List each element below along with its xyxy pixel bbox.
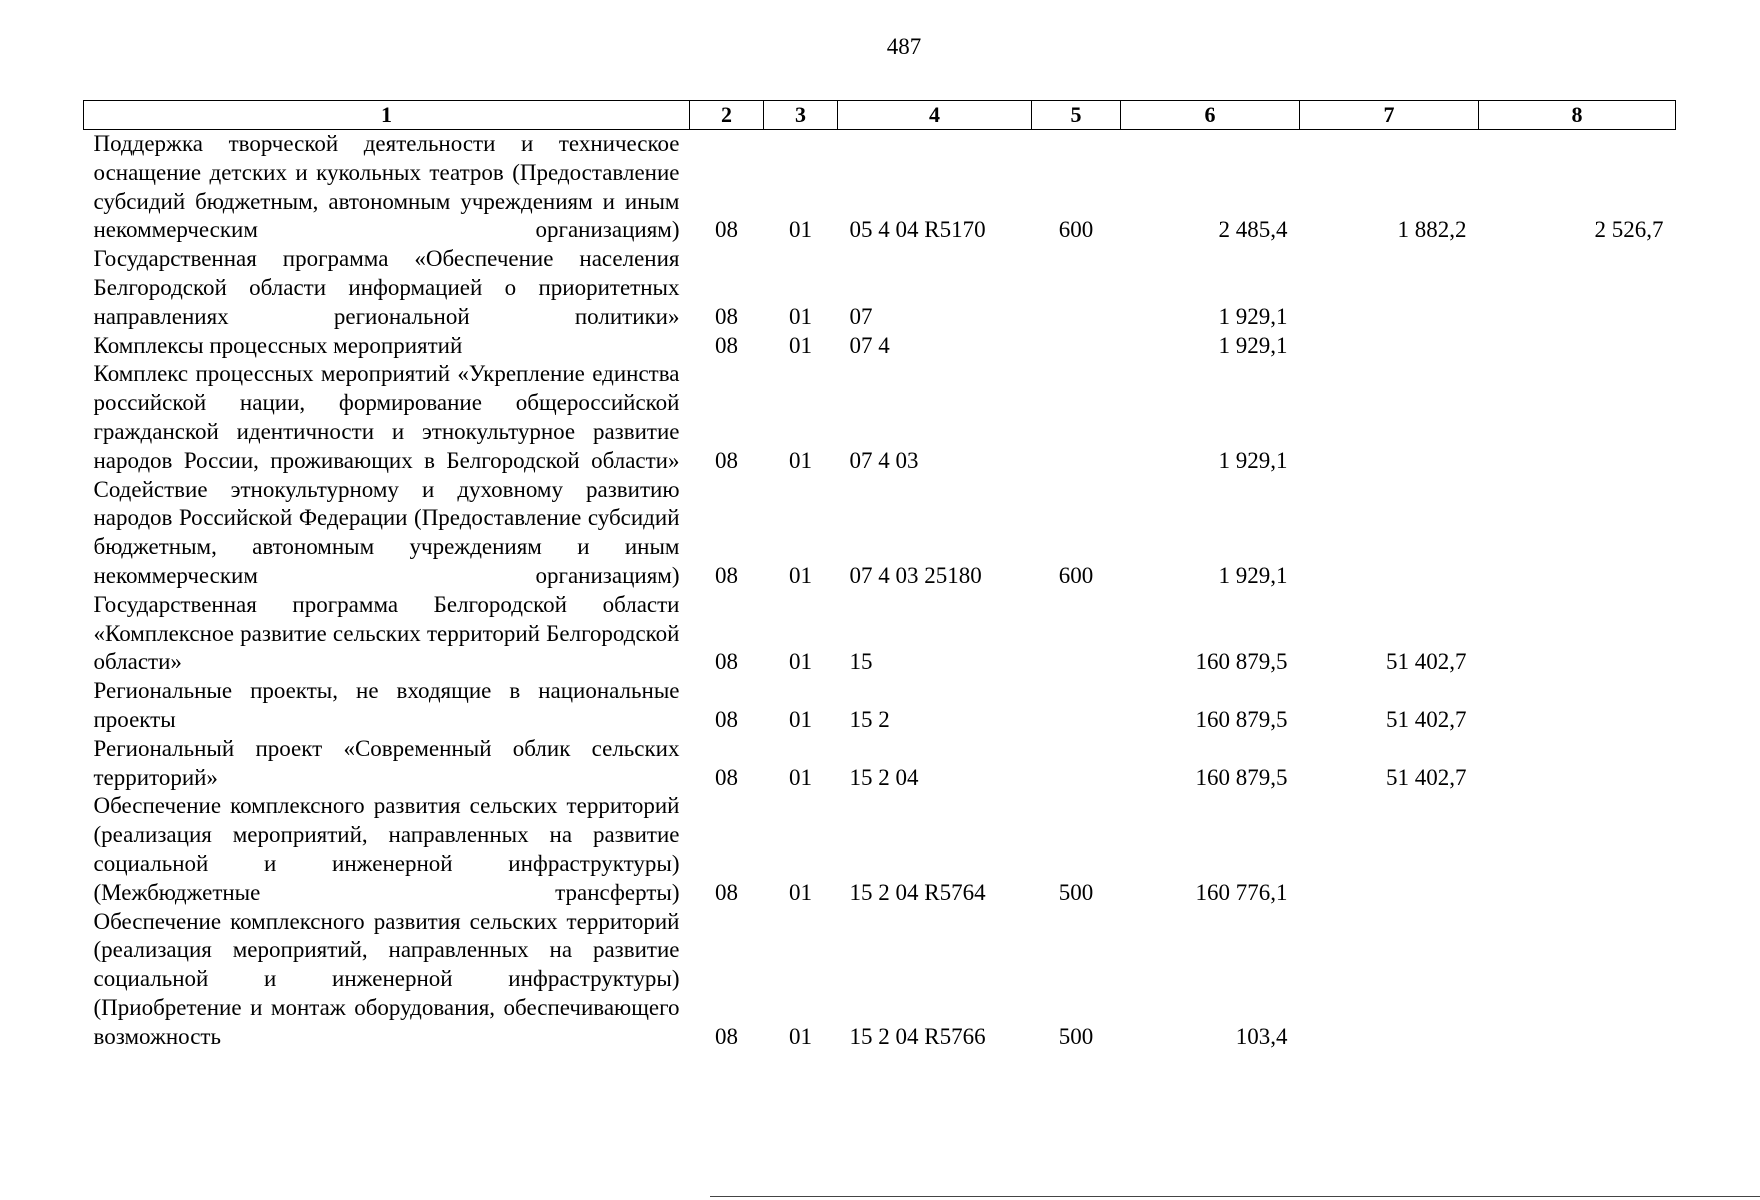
table-row [84, 245, 1676, 331]
row-section: 08 [715, 1023, 738, 1049]
row-amount-6: 160 776,1 [1195, 879, 1288, 905]
row-expense-type: 600 [1058, 562, 1094, 588]
row-target-code: 15 2 04 R5766 [849, 1023, 986, 1049]
row-target-code: 07 4 03 [849, 447, 919, 473]
row-amount-6: 103,4 [1235, 1023, 1288, 1049]
row-amount-7 [1300, 245, 1479, 331]
row-section: 08 [715, 332, 738, 358]
row-amount-6: 1 929,1 [1218, 562, 1288, 588]
table-header [84, 101, 1676, 130]
row-subsection: 01 [789, 1023, 812, 1049]
row-subsection: 01 [789, 879, 812, 905]
row-target-code: 15 2 04 [849, 764, 919, 790]
row-amount-7 [1300, 792, 1479, 907]
table-row [84, 591, 1676, 677]
column-header-5: 5 [1032, 101, 1121, 130]
row-target-code: 05 4 04 R5170 [849, 217, 986, 243]
row-amount-8 [1479, 735, 1676, 793]
row-target-code: 07 4 03 25180 [849, 562, 982, 588]
column-header-6: 6 [1121, 101, 1300, 130]
row-expense-type [1032, 677, 1121, 735]
row-amount-7 [1300, 908, 1479, 1052]
table-body [84, 130, 1676, 1052]
row-section: 08 [715, 217, 738, 243]
row-target-code: 07 4 [849, 332, 890, 358]
table-row [84, 792, 1676, 907]
row-amount-8 [1479, 476, 1676, 591]
table-row [84, 476, 1676, 591]
row-target-code: 15 2 04 R5764 [849, 879, 986, 905]
row-expense-type [1032, 360, 1121, 475]
row-amount-6: 1 929,1 [1218, 303, 1288, 329]
row-expense-type [1032, 245, 1121, 331]
row-amount-8 [1479, 792, 1676, 907]
table-row [84, 908, 1676, 1052]
column-header-2: 2 [690, 101, 764, 130]
table-row [84, 360, 1676, 475]
row-target-code: 15 2 [849, 706, 890, 732]
row-name: Комплекс процессных мероприятий «Укрепление единства российской нации, формирование общероссийской гражданской идентичности и этнокультурное развитие народов России, проживающих в Белгородской области» [93, 361, 680, 473]
row-name: Региональный проект «Современный облик сельских территорий» [93, 735, 680, 790]
row-amount-8 [1479, 332, 1676, 361]
row-amount-7: 51 402,7 [1386, 764, 1467, 790]
row-expense-type [1032, 735, 1121, 793]
row-amount-8: 2 526,7 [1594, 217, 1664, 243]
row-expense-type: 500 [1058, 879, 1094, 905]
table-row [84, 130, 1676, 246]
row-amount-6: 1 929,1 [1218, 332, 1288, 358]
row-name: Государственная программа Белгородской области «Комплексное развитие сельских территорий Белгородской области» [93, 591, 680, 675]
row-amount-7: 51 402,7 [1386, 706, 1467, 732]
header-row [84, 101, 1676, 130]
row-amount-7 [1300, 332, 1479, 361]
row-section: 08 [715, 879, 738, 905]
row-name: Государственная программа «Обеспечение населения Белгородской области информацией о приоритетных направлениях региональной политики» [93, 246, 680, 329]
row-amount-6: 160 879,5 [1195, 649, 1288, 675]
row-section: 08 [715, 562, 738, 588]
row-amount-8 [1479, 591, 1676, 677]
row-subsection: 01 [789, 303, 812, 329]
row-target-code: 07 [849, 303, 873, 329]
row-subsection: 01 [789, 764, 812, 790]
row-subsection: 01 [789, 562, 812, 588]
row-expense-type: 500 [1058, 1023, 1094, 1049]
row-section: 08 [715, 303, 738, 329]
table-row [84, 735, 1676, 793]
row-amount-6: 2 485,4 [1218, 217, 1288, 243]
row-subsection: 01 [789, 332, 812, 358]
bottom-rule [710, 1196, 1760, 1197]
row-name: Поддержка творческой деятельности и техническое оснащение детских и кукольных театров (Предоставление субсидий бюджетным, автономным учреждениям и иным некоммерческим организациям) [93, 131, 680, 243]
row-section: 08 [715, 706, 738, 732]
column-header-3: 3 [764, 101, 838, 130]
row-name: Обеспечение комплексного развития сельских территорий (реализация мероприятий, направленных на развитие социальной и инженерной инфраструктуры) (Межбюджетные трансферты) [93, 793, 680, 905]
row-amount-8 [1479, 677, 1676, 735]
row-amount-6: 160 879,5 [1195, 706, 1288, 732]
row-amount-6: 1 929,1 [1218, 447, 1288, 473]
row-subsection: 01 [789, 706, 812, 732]
budget-table [83, 100, 1676, 1052]
column-header-7: 7 [1300, 101, 1479, 130]
row-expense-type [1032, 591, 1121, 677]
row-amount-8 [1479, 245, 1676, 331]
row-name: Содействие этнокультурному и духовному развитию народов Российской Федерации (Предоставление субсидий бюджетным, автономным учреждениям и иным некоммерческим организациям) [93, 476, 680, 588]
row-amount-8 [1479, 908, 1676, 1052]
row-subsection: 01 [789, 217, 812, 243]
row-amount-7 [1300, 476, 1479, 591]
column-header-1: 1 [84, 101, 690, 130]
row-amount-8 [1479, 360, 1676, 475]
row-section: 08 [715, 447, 738, 473]
row-amount-7 [1300, 360, 1479, 475]
row-section: 08 [715, 649, 738, 675]
row-amount-6: 160 879,5 [1195, 764, 1288, 790]
row-expense-type [1032, 332, 1121, 361]
row-expense-type: 600 [1058, 217, 1094, 243]
row-amount-7: 51 402,7 [1386, 649, 1467, 675]
row-name: Комплексы процессных мероприятий [93, 332, 463, 358]
column-header-4: 4 [838, 101, 1032, 130]
row-section: 08 [715, 764, 738, 790]
row-target-code: 15 [849, 649, 873, 675]
table-row [84, 332, 1676, 361]
page-number: 487 [886, 34, 922, 59]
column-header-8: 8 [1479, 101, 1676, 130]
row-amount-7: 1 882,2 [1397, 217, 1467, 243]
row-name: Региональные проекты, не входящие в национальные проекты [93, 678, 680, 732]
table-row [84, 677, 1676, 735]
row-subsection: 01 [789, 649, 812, 675]
row-name: Обеспечение комплексного развития сельских территорий (реализация мероприятий, направленных на развитие социальной и инженерной инфраструктуры) (Приобретение и монтаж оборудования, обеспечивающего возможность [93, 908, 680, 1049]
row-subsection: 01 [789, 447, 812, 473]
